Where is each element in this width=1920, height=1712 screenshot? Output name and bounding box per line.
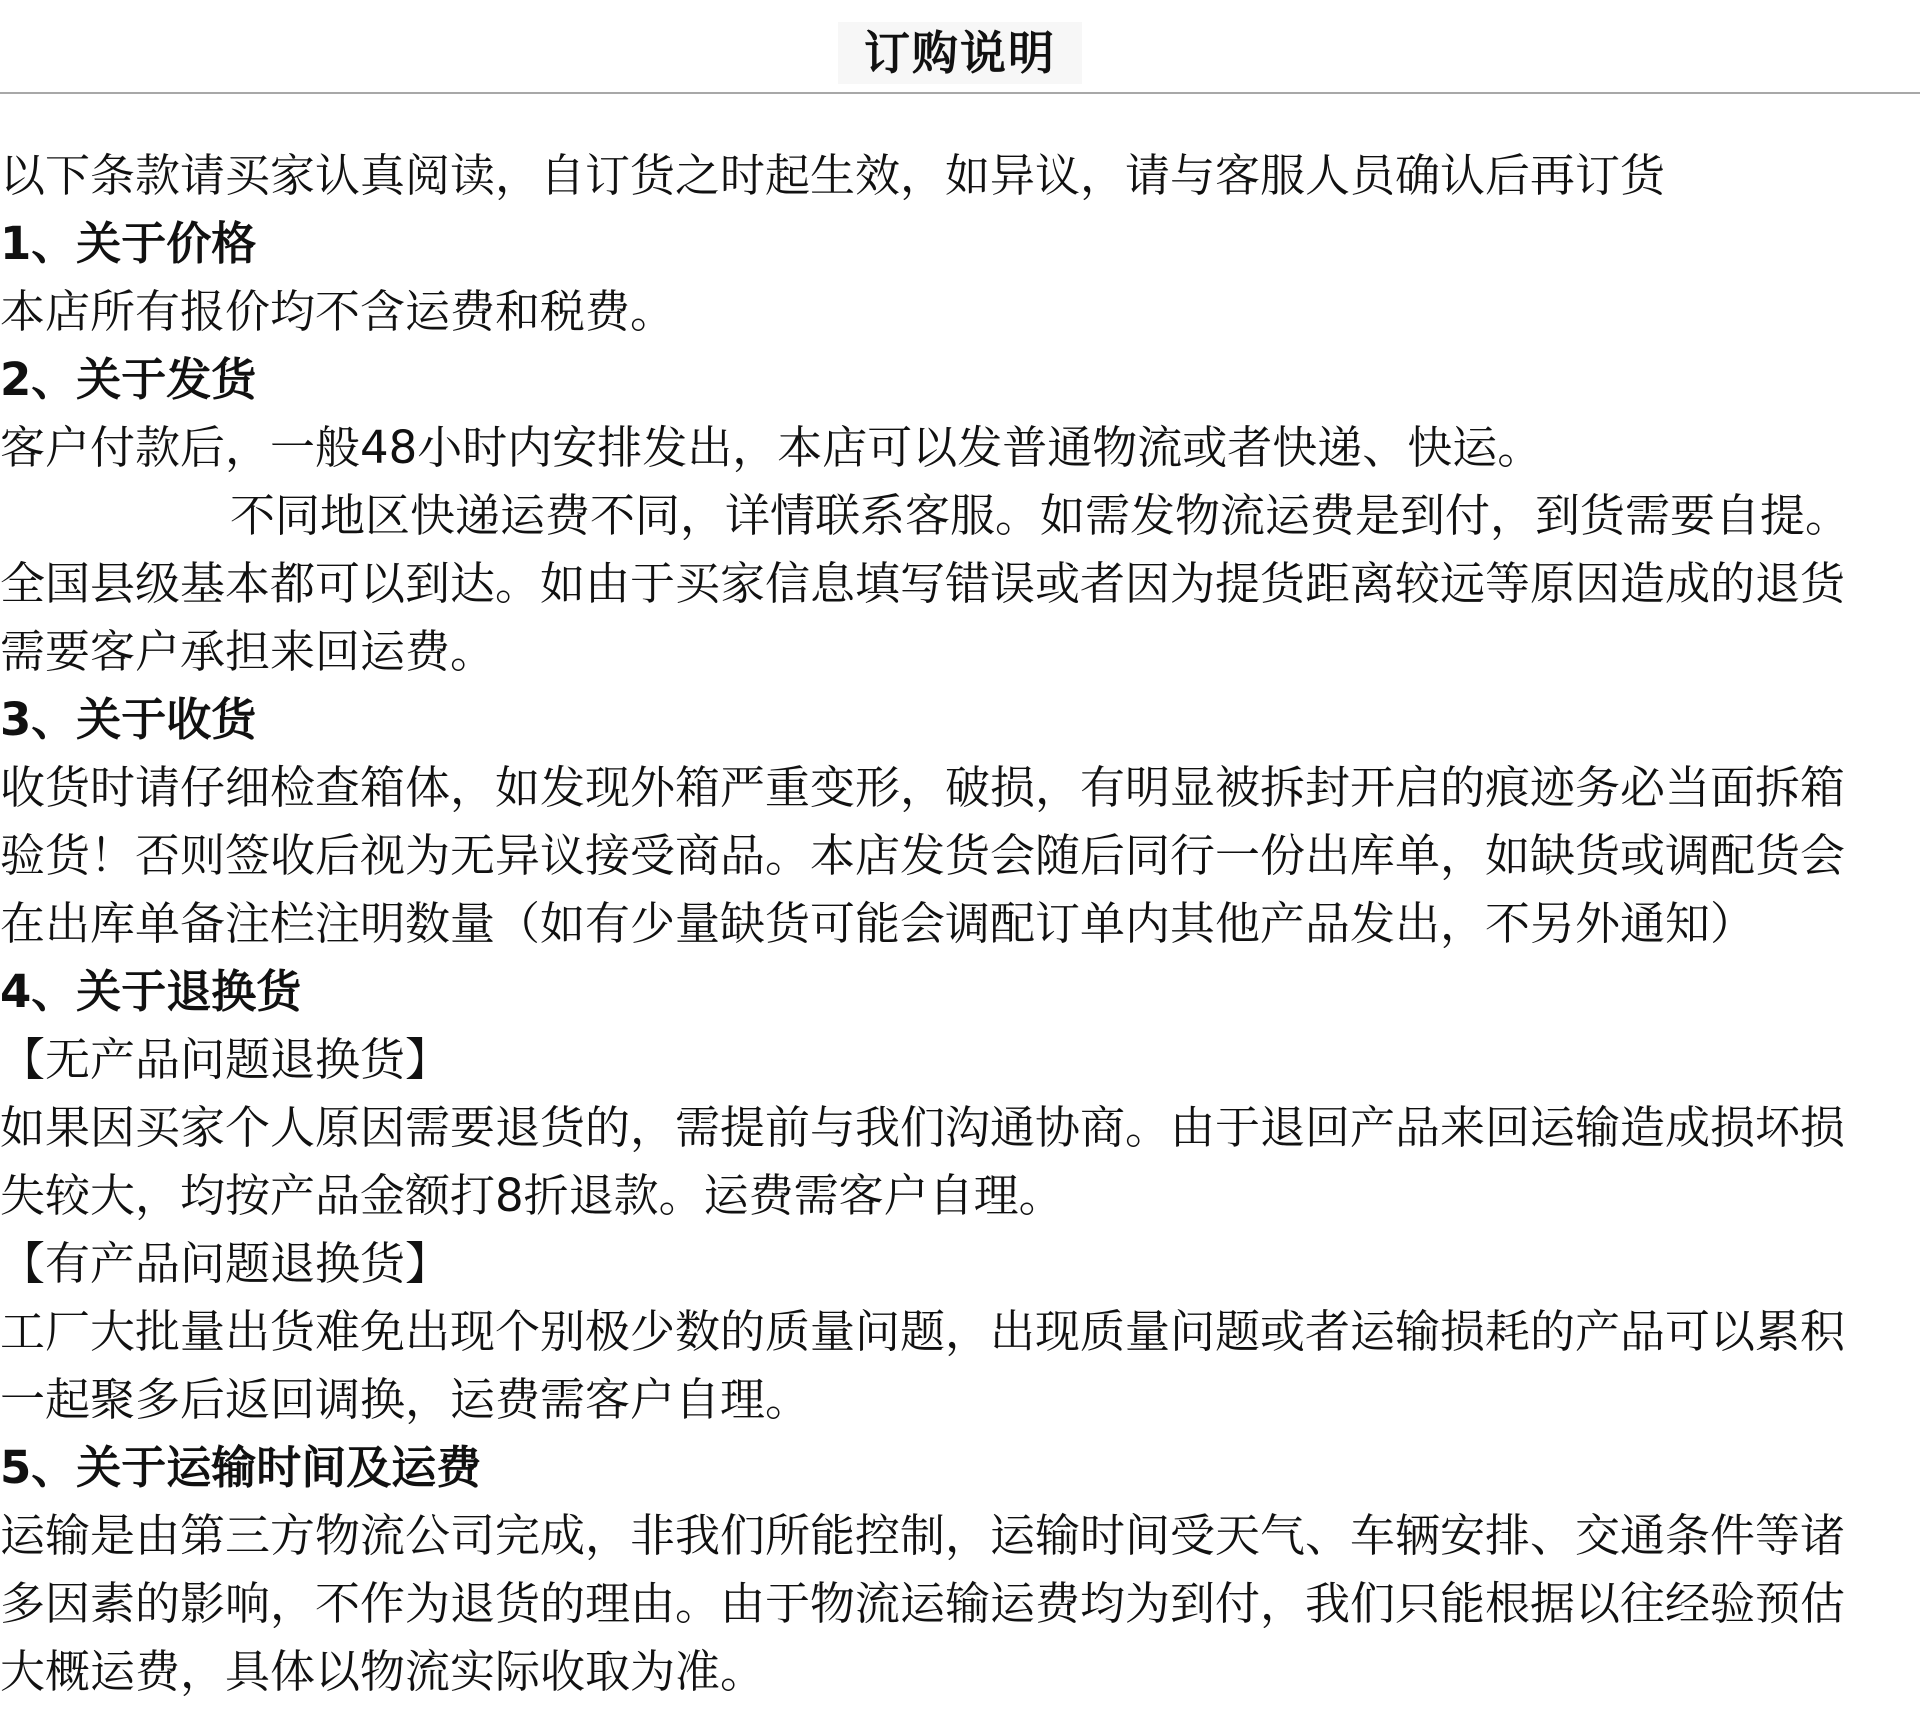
paragraph-line: 工厂大批量出货难免出现个别极少数的质量问题，出现质量问题或者运输损耗的产品可以累积 <box>0 1305 1846 1358</box>
intro-text: 以下条款请买家认真阅读，自订货之时起生效，如异议，请与客服人员确认后再订货 <box>0 149 1666 202</box>
paragraph-line: 不同地区快递运费不同，详情联系客服。如需发物流运费是到付，到货需要自提。 <box>230 489 1851 542</box>
terms-content <box>0 142 1910 1706</box>
title-bar <box>0 0 1920 94</box>
paragraph-line: 如果因买家个人原因需要退货的，需提前与我们沟通协商。由于退回产品来回运输造成损坏损 <box>0 1101 1846 1154</box>
paragraph-line: 一起聚多后返回调换，运费需客户自理。 <box>0 1373 811 1426</box>
paragraph-line: 需要客户承担来回运费。 <box>0 625 496 678</box>
paragraph-line: 客户付款后，一般48小时内安排发出，本店可以发普通物流或者快递、快运。 <box>0 421 1543 474</box>
subheading-no-product-issue: 【无产品问题退换货】 <box>0 1033 451 1086</box>
section-heading-receiving: 3、关于收货 <box>0 693 257 746</box>
section-heading-returns: 4、关于退换货 <box>0 965 302 1018</box>
subheading-product-issue: 【有产品问题退换货】 <box>0 1237 451 1290</box>
paragraph-line: 运输是由第三方物流公司完成，非我们所能控制，运输时间受天气、车辆安排、交通条件等诸 <box>0 1509 1846 1562</box>
paragraph-line: 收货时请仔细检查箱体，如发现外箱严重变形，破损，有明显被拆封开启的痕迹务必当面拆箱 <box>0 761 1846 814</box>
section-heading-transport: 5、关于运输时间及运费 <box>0 1441 482 1494</box>
paragraph-line: 多因素的影响，不作为退货的理由。由于物流运输运费均为到付，我们只能根据以往经验预估 <box>0 1577 1846 1630</box>
paragraph-line: 验货！否则签收后视为无异议接受商品。本店发货会随后同行一份出库单，如缺货或调配货会 <box>0 829 1846 882</box>
page-title: 订购说明 <box>838 22 1082 84</box>
paragraph-line: 大概运费，具体以物流实际收取为准。 <box>0 1645 766 1698</box>
paragraph-line: 全国县级基本都可以到达。如由于买家信息填写错误或者因为提货距离较远等原因造成的退货 <box>0 557 1846 610</box>
paragraph-line: 本店所有报价均不含运费和税费。 <box>0 285 676 338</box>
paragraph-line: 失较大，均按产品金额打8折退款。运费需客户自理。 <box>0 1169 1064 1222</box>
section-heading-price: 1、关于价格 <box>0 217 257 270</box>
section-heading-shipping: 2、关于发货 <box>0 353 257 406</box>
paragraph-line: 在出库单备注栏注明数量（如有少量缺货可能会调配订单内其他产品发出，不另外通知） <box>0 897 1756 950</box>
